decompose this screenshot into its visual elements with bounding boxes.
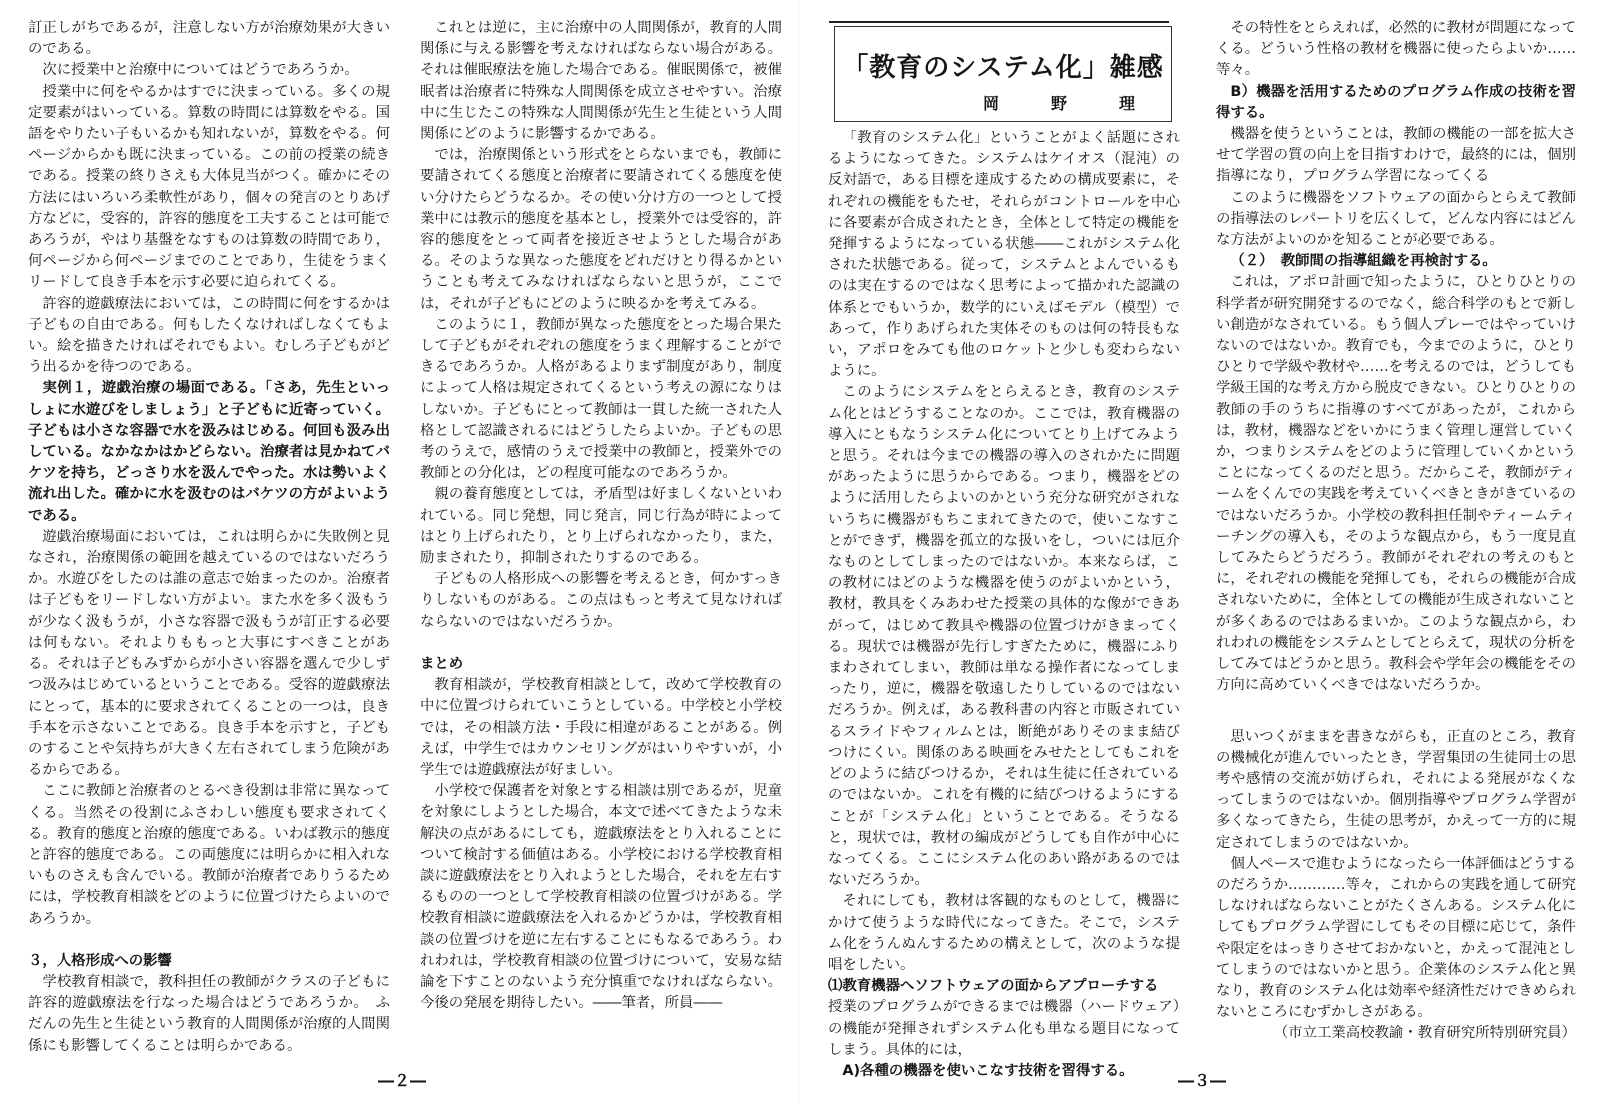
section-heading: ３，人格形成への影響 xyxy=(28,952,172,969)
article-title-box xyxy=(834,26,1172,122)
paragraph: このように１，教師が異なった態度をとった場合果たして子どもがそれぞれの態度をうまく理解することができるであろうか。人格があるよりまず制度があり，制度によって人格は規定されてくるという考えの源になりはしないか。子どもにとって教師は一貫した統一された人格として認識されるにはどうしたらよいか。子どもの思考のうえで，感情のうえで授業中の教師と，授業外での教師との分化は，どの程度可能なのであろうか。 xyxy=(420,316,782,482)
paragraph: では，治療関係という形式をとらないまでも，教師に要請されてくる態度と治療者に要請されてくる態度を使い分けたらどうなるか。その使い分け方の一つとして授業中には教示的態度を基本とし，授業外では受容的，許容的態度をとって両者を接近させようとした場合がある。そのような異なった態度をどれだけとり得るかということも考えてみなければならないと思うが，ここでは，それが子どもにどのように映るかを考えてみる。 xyxy=(420,147,782,312)
paragraph: このようにシステムをとらえるとき，教育のシステム化とはどうすることなのか。ここでは，教育機器の導入にともなうシステム化についてとり上げてみようと思う。それは今までの機器の導入のされかたに問題があったように思うからである。つまり，機器をどのように活用したらよいのかという充分な研究がされないうちに機器がもちこまれてきたので，使いこなすことができず，機器を孤立的な扱いをし，ついには厄介なものとしてしまったのではないか。本来ならば，この教材にはどのような機器を使うのがよいかという，教材，教具をくみあわせた授業の具体的な像ができあがって，はじめて教具や機器の位置づけがきまってくる。現状では機器が先行しすぎたために，機器にふりまわされてしまい，教師は単なる操作者になってしまったり，逆に，機器を敬遠したりしているのではないだろうか。例えば，ある教科書の内容と市販されているスライドやフィルムとは，断絶がありそのまま結びつけにくい。関係のある映画をみせたとしてもこれをどのように結びつけるか，それは生徒に任されているのではないか。これを有機的に結びつけるようにすることが「システム化」ということである。そうなると，現状では，教材の編成がどうしても自作が中心になってくる。ここにシステム化のあい路があるのではないだろうか。 xyxy=(828,384,1180,889)
author-affiliation: （市立工業高校教諭・教育研究所特別研究員） xyxy=(1273,1025,1576,1042)
paragraph: 個人ペースで進むようになったら一体評価はどうするのだろうか…………等々，これからの実践を通して研究しなければならないことがたくさんある。システム化にしてもプログラム学習にしてもその目標に応じて，条件や限定をはっきりさせておかないと，かえって混沌としてしまうのではないかと思う。企業体のシステム化と異なり，教育のシステム化は効率や経済性だけできめられないところにむずかしさがある。 xyxy=(1216,855,1576,1021)
list-item-heading: （２） 教師間の指導組織を再検討する。 xyxy=(1230,253,1497,270)
paragraph: 学校教育相談で，教科担任の教師がクラスの子どもに許容的遊戯療法を行なった場合はどうであろうか。 ふだんの先生と生徒という教育的人間関係が治療的人間関係にも影響してくることは明らかである。 xyxy=(28,973,390,1054)
paragraph: 子どもの人格形成への影響を考えるとき，何かすっきりしないものがある。この点はもっと考えて見なければならないのではないだろうか。 xyxy=(420,571,782,630)
article-title: 「教育のシステム化」雑感 xyxy=(842,53,1164,83)
paragraph: その特性をとらえれば，必然的に教材が問題になってくる。どういう性格の教材を機器に使ったらよいか……等々。 xyxy=(1216,20,1576,79)
paragraph: 訂正しがちであるが，注意しない方が治療効果が大きいのである。 xyxy=(28,20,390,58)
right-page-column-2 xyxy=(1216,18,1576,1045)
paragraph: 次に授業中と治療中についてはどうであろうか。 xyxy=(42,62,359,79)
list-item-heading: A)各種の機器を使いこなす技術を習得する。 xyxy=(842,1062,1134,1079)
paragraph: 授業のプログラムができるまでは機器（ハードウェア）の機能が発揮されずシステム化も単なる題目になってしまう。具体的には， xyxy=(828,999,1180,1058)
paragraph: 機器を使うということは，教師の機能の一部を拡大させて学習の質の向上を目指すわけで，最終的には，個別指導になり，プログラム学習になってくる xyxy=(1216,126,1576,185)
page-number-right: ―３― xyxy=(1178,1071,1227,1090)
paragraph: 許容的遊戯療法においては，この時間に何をするかは子どもの自由である。何もしたくなければしなくてもよい。絵を描きたければそれでもよい。むしろ子どもがどう出るかを待つのである。 xyxy=(28,295,390,376)
paragraph: これとは逆に，主に治療中の人間関係が，教育的人間関係に与える影響を考えなければならない場合がある。それは催眠療法を施した場合である。催眠関係で，被催眠者は治療者に特殊な人間関係を成立させやすい。治療中に生じたこの特殊な人間関係が先生と生徒という人間関係にどのように影響するかである。 xyxy=(420,20,782,143)
page-fold xyxy=(798,0,799,1105)
spacer xyxy=(1216,697,1576,727)
example-paragraph: 実例１，遊戯治療の場面である。「さあ，先生といっしょに水遊びをしましょう」と子どもに近寄っていく。子どもは小さな容器で水を汲みはじめる。何回も汲み出している。なかなかはかどらない。治療者は見かねてバケツを持ち，どっさり水を汲んでやった。水は勢いよく流れ出した。確かに水を汲むのはバケツの方がよいようである。 xyxy=(28,380,390,524)
article-author: 岡 野 理 xyxy=(982,94,1153,113)
list-item-heading: B）機器を活用するためのプログラム作成の技術を習得する。 xyxy=(1216,83,1576,121)
paragraph: それにしても，教材は客観的なものとして，機器にかけて使うような時代になってきた。そこで，システム化をうんぬんするための構えとして，次のような提唱をしたい。 xyxy=(828,893,1180,973)
paragraph: 遊戯治療場面においては，これは明らかに失敗例と見なされ，治療関係の範囲を越えているのではないだろうか。水遊びをしたのは誰の意志で始まったのか。治療者は子どもをリードしない方がよい。また水を多く汲もうが少なく汲もうが，小さな容器で汲もうが訂正する必要は何もない。それよりももっと大事にすべきことがある。それは子どもみずからが小さい容器を選んで少しずつ汲みはじめているということである。受容的遊戯療法にとって，基本的に要求されてくることの一つは，良き手本を示さないことである。良き手本を示すと，子どものすることや気持ちが大きく左右されてしまう危険があるからである。 xyxy=(28,528,390,779)
paragraph: ここに教師と治療者のとるべき役割は非常に異なってくる。当然その役割にふさわしい態度も要求されてくる。教育的態度と治療的態度である。いわば教示的態度と許容的態度である。この両態度には明らかに相入れないものさえも含んでいる。教師が治療者でありうるためには，学校教育相談をどのように位置づけたらよいのであろうか。 xyxy=(28,783,390,927)
right-page-column-1 xyxy=(828,128,1180,1082)
spacer xyxy=(420,633,782,654)
list-item-heading: ⑴教育機器へソフトウェアの面からアプローチする xyxy=(828,978,1159,995)
section-heading: まとめ xyxy=(420,655,464,672)
paragraph: 思いつくがままを書きながらも，正直のところ，教育の機械化が進んでいったとき，学習集団の生徒同士の思考や感情の交流が妨げられ，それによる発展がなくなってしまうのではないか。個別指導やプログラム学習が多くなってきたら，生徒の思考が，かえって一方的に規定されてしまうのではないか。 xyxy=(1216,728,1576,851)
paragraph: このように機器をソフトウェアの面からとらえて教師の指導法のレパートリを広くして，どんな内容にはどんな方法がよいのかを知ることが必要である。 xyxy=(1216,189,1576,249)
left-page-column-2 xyxy=(420,18,782,1014)
left-page-column-1 xyxy=(28,18,390,1057)
paragraph: 教育相談が，学校教育相談として，改めて学校教育の中に位置づけられていこうとしている。中学校と小学校では，その相談方法・手段に相違があることがある。例えば，中学生ではカウンセリングがはいりやすいが，小学生では遊戯療法が好ましい。 xyxy=(420,677,782,778)
paragraph: 小学校で保護者を対象とする相談は別であるが，児童を対象にしようとした場合，本文で述べてきたような未解決の点があるにしても，遊戯療法をとり入れることについて検討する価値はある。小学校における学校教育相談に遊戯療法をとり入れようとした場合，それを左右するものの一つとして学校教育相談の位置づけがある。学校教育相談に遊戯療法を入れるかどうかは，学校教育相談の位置づけを逆に左右することにもなるであろう。われわれは，学校教育相談の位置づけについて，安易な結論を下すことのないよう充分慎重でなければならない。今後の発展を期待したい。――筆者，所員―― xyxy=(420,783,782,1012)
paragraph: これは，アポロ計画で知ったように，ひとりひとりの科学者が研究開発するのでなく，総合科学のもとで新しい創造がなされている。もう個人プレーではやっていけないのではないか。教育でも，今までのように，ひとりひとりで学級や教材や……を考えるのでは，どうしても学級王国的な考え方から脱皮できない。ひとりひとりの教師の手のうちに指導のすべてがあったが，これからは，教材，機器などをいかにうまく管理し運営していくか，つまりシステムをどのように管理していくかということになってくるのだと思う。だからこそ，教師がティームをくんでの実践を考えていくべきときがきているのではないだろうか。小学校の教科担任制やティームティーチングの導入も，そのような観点から，もう一度見直してみたらどうだろう。教師がそれぞれの考えのもとに，それぞれの機能を発揮しても，それらの機能が合成されないために，全体としての機能が生成されないことが多くあるのではあるまいか。このような観点から，われわれの機能をシステムとしてとらえて，現状の分析をしてみてはどうかと思う。教科会や学年会の機能をその方向に高めていくべきではないだろうか。 xyxy=(1216,274,1576,694)
paragraph: 授業中に何をやるかはすでに決まっている。多くの規定要素がはいっている。算数の時間には算数をやる。国語をやりたい子もいるかも知れないが，算数をやる。何ページからかも既に決まっている。この前の授業の続きである。授業の終りさえも大体見当がつく。確かにその方法にはいろいろ柔軟性があり，個々の発言のとりあげ方などに，受容的，許容的態度を工夫することは可能であろうが，やはり基盤をなすものは算数の時間であり，何ページから何ページまでのことであり，生徒をうまくリードして良き手本を示す必要に迫られてくる。 xyxy=(28,83,390,291)
spacer xyxy=(28,930,390,951)
paragraph: 「教育のシステム化」ということがよく話題にされるようになってきた。システムはケイオス（混沌）の反対語で，ある目標を達成するための構成要素に，それぞれの機能をもたせ，それらがコントロールを中心に各要素が合成されたとき，全体として特定の機能を発揮するようになっている状態――これがシステム化された状態である。従って，システムとよんでいるものは実在するのではなく思考によって描かれた認識の体系とでもいうか，数学的にいえばモデル（模型）であって，作りあげられた実体そのものは何の特長もない，アポロをみても他のロケットと少しも変わらないように。 xyxy=(828,130,1180,380)
page-number-left: ―２― xyxy=(378,1071,427,1090)
paragraph: 親の養育態度としては，矛盾型は好ましくないといわれている。同じ発想，同じ発言，同じ行為が時によってはとり上げられたり，とり上げられなかったり，また，励まされたり，抑制されたりするのである。 xyxy=(420,486,782,567)
